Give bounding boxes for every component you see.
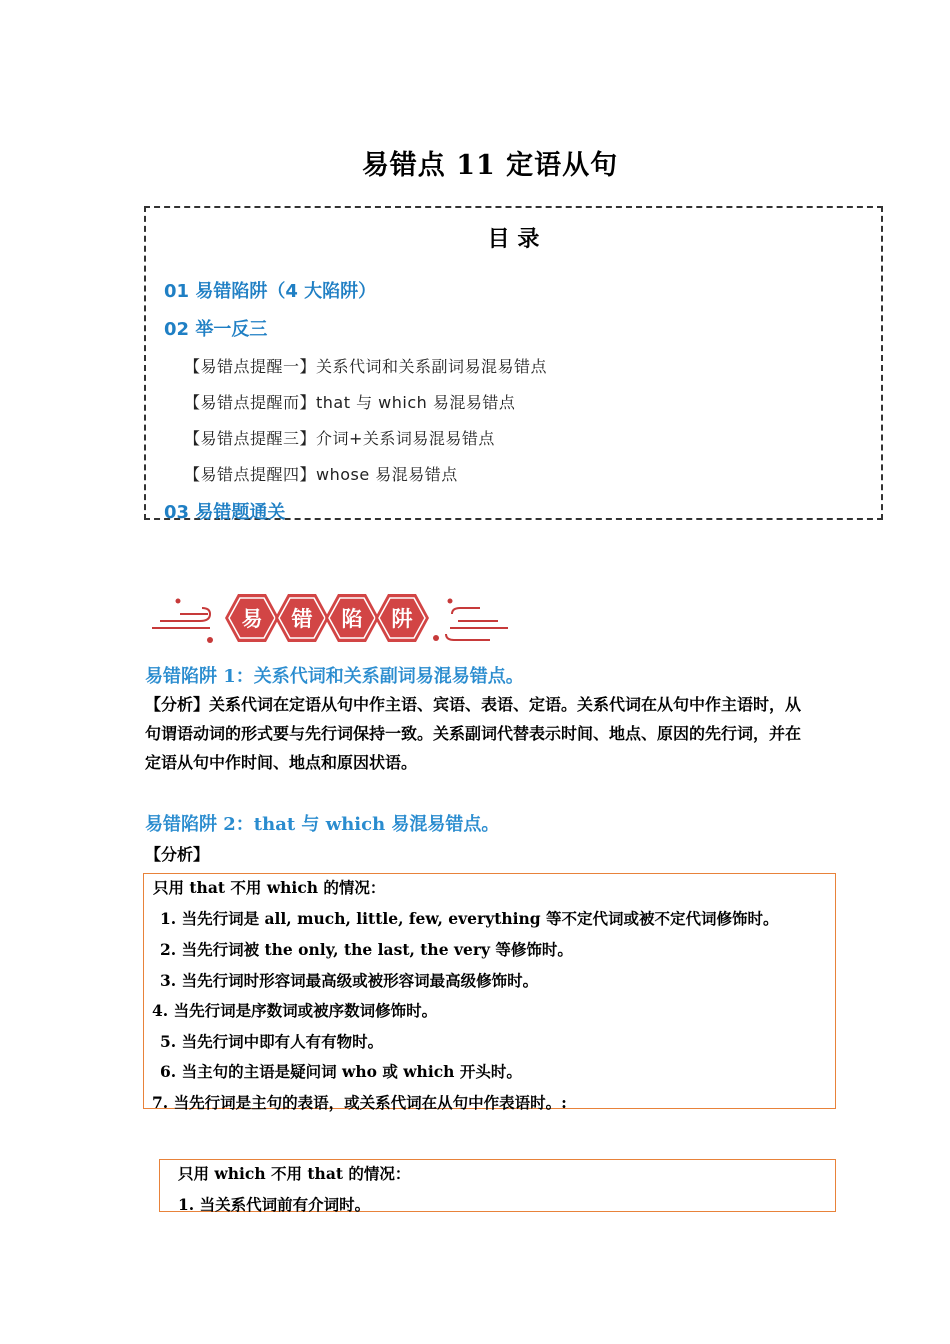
trap-2-analysis-label: 【分析】	[145, 845, 210, 864]
box-1-line-5: 5. 当先行词中即有人有有物时。	[160, 1032, 384, 1051]
banner-char-4: 阱	[391, 607, 413, 631]
box-1-line-7: 7. 当先行词是主句的表语，或关系代词在从句中作表语时。:	[152, 1093, 567, 1112]
trap-1-analysis	[145, 690, 840, 777]
toc-item-3: 【易错点提醒三】介词+关系词易混易错点	[184, 429, 495, 448]
table-of-contents	[144, 206, 883, 523]
box-1-line-3: 3. 当先行词时形容词最高级或被形容词最高级修饰时。	[160, 971, 539, 990]
banner-char-1: 易	[241, 607, 263, 631]
trap-2-heading: 易错陷阱 2：that 与 which 易混易错点。	[145, 814, 500, 835]
page-title: 易错点 11 定语从句	[361, 150, 619, 181]
trap-1-analysis-line-2: 句谓语动词的形式要与先行词保持一致。关系副词代替表示时间、地点、原因的先行词，并在	[145, 724, 802, 743]
box-2-line-1: 1. 当关系代词前有介词时。	[178, 1195, 371, 1214]
which-only-box	[159, 1159, 836, 1212]
box-1-line-1: 1. 当先行词是 all, much, little, few, everything 等不定代词或被不定代词修饰时。	[160, 909, 779, 928]
section-banner	[150, 588, 510, 648]
toc-section-3: 03 易错题通关	[164, 502, 286, 523]
trap-1-heading: 易错陷阱 1：关系代词和关系副词易混易错点。	[145, 666, 524, 687]
box-2-line-0: 只用 which 不用 that 的情况：	[178, 1164, 411, 1183]
box-1-line-0: 只用 that 不用 which 的情况：	[153, 878, 386, 897]
that-only-box	[143, 873, 836, 1112]
box-1-line-4: 4. 当先行词是序数词或被序数词修饰时。	[152, 1001, 438, 1020]
toc-heading: 目 录	[487, 227, 540, 252]
banner-char-3: 陷	[341, 607, 363, 631]
toc-item-1: 【易错点提醒一】关系代词和关系副词易混易错点	[184, 357, 548, 376]
toc-section-1: 01 易错陷阱（4 大陷阱）	[164, 281, 377, 302]
box-1-line-6: 6. 当主句的主语是疑问词 who 或 which 开头时。	[160, 1062, 522, 1081]
banner-char-2: 错	[291, 607, 313, 631]
trap-1-analysis-line-1: 【分析】关系代词在定语从句中作主语、宾语、表语、定语。关系代词在从句中作主语时，从	[145, 695, 802, 714]
trap-1-analysis-line-3: 定语从句中作时间、地点和原因状语。	[145, 753, 418, 772]
toc-section-2: 02 举一反三	[164, 319, 268, 340]
toc-item-2: 【易错点提醒而】that 与 which 易混易错点	[184, 393, 516, 412]
box-1-line-2: 2. 当先行词被 the only, the last, the very 等修饰时。	[160, 940, 573, 959]
toc-item-4: 【易错点提醒四】whose 易混易错点	[184, 465, 458, 484]
banner-decoration	[150, 588, 510, 648]
